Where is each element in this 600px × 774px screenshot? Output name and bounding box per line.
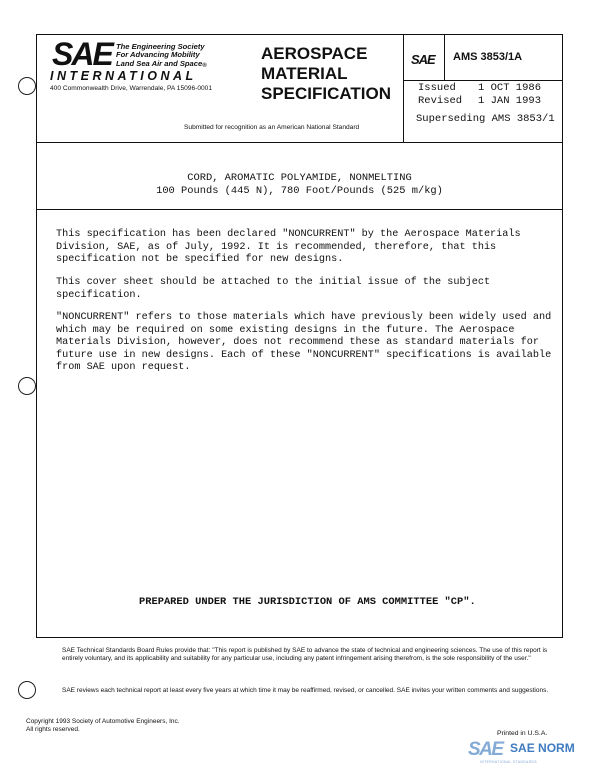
logo-cell-divider — [444, 35, 445, 80]
docnum-divider — [403, 80, 562, 81]
binder-hole-middle — [18, 377, 36, 395]
issued-label: Issued — [418, 82, 456, 94]
printed-in: Printed in U.S.A. — [497, 730, 548, 737]
watermark-text: SAE NORM — [510, 741, 575, 755]
watermark-subtext: INTERNATIONAL STANDARDS — [480, 760, 537, 764]
binder-hole-top — [18, 77, 36, 95]
document-number: AMS 3853/1A — [453, 51, 523, 63]
material-title-line1: CORD, AROMATIC POLYAMIDE, NONMELTING — [187, 172, 412, 184]
header-vertical-divider — [403, 35, 404, 142]
sae-norm-watermark — [468, 739, 575, 764]
sae-small-logo: SAE — [411, 52, 435, 67]
tagline-line: The Engineering Society — [116, 42, 205, 51]
tagline-line: For Advancing Mobility — [116, 50, 200, 60]
binder-hole-bottom — [18, 681, 36, 699]
noncurrent-declaration: This specification has been declared "NONCURRENT" by the Aerospace Materials Division, SAE, as of July, 1992. It is recommended, therefore, that this specification not be specified for new designs. — [56, 229, 521, 266]
material-title-line2: 100 Pounds (445 N), 780 Foot/Pounds (525 m/kg) — [156, 184, 443, 197]
issued-date: 1 OCT 1986 — [478, 82, 542, 94]
issue-dates — [418, 82, 541, 108]
spec-title-line: MATERIAL — [261, 64, 348, 83]
ansi-submission-note: Submitted for recognition as an American National Standard — [184, 124, 360, 131]
copyright-line1: Copyright 1993 Society of Automotive Engineers, Inc. — [26, 718, 180, 725]
title-divider — [37, 209, 562, 210]
copyright — [26, 718, 180, 735]
review-policy: SAE reviews each technical report at least every five years at which time it may be reaffirmed, revised, or cancelled. SAE invites your written comments and suggestions. — [62, 687, 549, 694]
noncurrent-definition: "NONCURRENT" refers to those materials which have previously been widely used and which may be required on some existing designs in the future. The Aerospace Materials Division, however, does not recommend these as standard materials for future use in new designs. Each of these "NONCURRENT" specifications is available from SAE upon request. — [56, 312, 552, 374]
material-title — [36, 172, 563, 197]
society-tagline — [116, 43, 207, 70]
revised-row — [418, 95, 541, 108]
tagline-text: Land Sea Air and Space — [116, 58, 203, 68]
superseding-note: Superseding AMS 3853/1 — [416, 113, 555, 125]
spec-title-line: AEROSPACE — [261, 44, 368, 63]
header-divider — [37, 142, 562, 143]
prepared-by-note: PREPARED UNDER THE JURISDICTION OF AMS COMMITTEE "CP". — [139, 596, 476, 608]
registered-mark: ® — [202, 62, 207, 69]
technical-board-rules: SAE Technical Standards Board Rules provide that: "This report is published by SAE to advance the state of technical and engineering sciences. The use of this report is entirely voluntary, and its applicability and suitability for any particular use, including any patent infringement arising therefrom, is the sole responsibility of the user." — [62, 647, 548, 663]
revised-date: 1 JAN 1993 — [478, 95, 542, 107]
watermark-logo: SAE — [468, 739, 503, 760]
spec-title-line: SPECIFICATION — [261, 84, 392, 103]
cover-sheet-note: This cover sheet should be attached to the initial issue of the subject specification. — [56, 277, 491, 301]
revised-label: Revised — [418, 95, 463, 107]
spec-type-title — [261, 44, 391, 104]
sae-logo: SAE — [52, 36, 112, 72]
address: 400 Commonwealth Drive, Warrendale, PA 15096-0001 — [50, 85, 212, 92]
international-wordmark: INTERNATIONAL — [50, 69, 197, 83]
copyright-line2: All rights reserved. — [26, 726, 80, 734]
issued-row — [418, 82, 541, 95]
